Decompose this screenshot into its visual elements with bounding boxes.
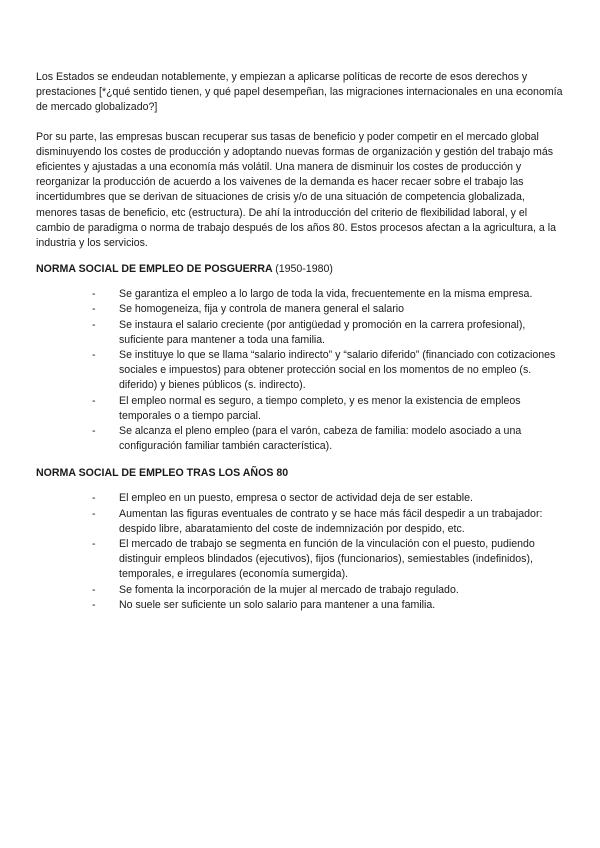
bullet-dash: - [92, 492, 96, 505]
section-years: (1950-1980) [275, 263, 333, 276]
list-item: - Se instaura el salario creciente (por antigüedad y promoción en la carrera profesional), suficiente para mantener a toda una familia. [92, 318, 526, 346]
bullet-dash: - [92, 349, 96, 362]
section-title: NORMA SOCIAL DE EMPLEO DE POSGUERRA [36, 263, 273, 276]
list-item: - Aumentan las figuras eventuales de contrato y se hace más fácil despedir a un trabajador: despido libre, abaratamiento del coste de indemnización por despido, etc. [92, 507, 543, 535]
bullet-dash: - [92, 394, 96, 407]
list-item: - El empleo en un puesto, empresa o sector de actividad deja de ser estable. [106, 491, 564, 506]
bullet-dash: - [92, 425, 96, 438]
bullet-dash: - [92, 303, 96, 316]
section-title: NORMA SOCIAL DE EMPLEO TRAS LOS AÑOS 80 [36, 467, 289, 480]
bullet-dash: - [92, 288, 96, 301]
intro-paragraph: Los Estados se endeudan notablemente, y empiezan a aplicarse políticas de recorte de esos derechos y prestaciones [*¿qué sentido tienen, y qué papel desempeñan, las migraciones internacionales en una economía de mercado globalizado?] [36, 71, 563, 114]
bullet-dash: - [92, 598, 96, 611]
list-item: - Se homogeneiza, fija y controla de manera general el salario [106, 302, 564, 317]
bullet-dash: - [92, 583, 96, 596]
bullet-dash: - [92, 538, 96, 551]
companies-paragraph: Por su parte, las empresas buscan recuperar sus tasas de beneficio y poder competir en el mercado global disminuyendo los costes de producción y adoptando nuevas formas de organización y gestión del trabajo más eficientes y ajustadas a una economía más volátil. Una manera de disminuir los costes de producción y reorganizar la producción de acuerdo a los vaivenes de la demanda es hacer recaer sobre el trabajo las incertidumbres que se derivan de situaciones de crisis y/o de una situación de competencia globalizada, menores tasas de beneficio, etc (estructura). De ahí la introducción del criterio de flexibilidad laboral, y el cambio de paradigma o norma de trabajo después de los años 80. Estos procesos afectan a la agricultura, a la industria y los servicios. [36, 130, 556, 250]
posguerra-list [36, 287, 564, 454]
bullet-dash: - [92, 318, 96, 331]
bullet-dash: - [92, 507, 96, 520]
section-heading-posguerra [36, 262, 564, 277]
list-item: - Se instituye lo que se llama “salario indirecto” y “salario diferido” (financiado con cotizaciones sociales e impuestos) para obtener protección social en los momentos de no empleo (s. diferido) y bienes públicos (s. indirecto). [92, 349, 556, 392]
list-item: - El mercado de trabajo se segmenta en función de la vinculación con el puesto, pudiendo distinguir empleos blindados (ejecutivos), fijos (funcionarios), semiestables (indefinidos), temporales, e irregulares (economía sumergida). [92, 538, 535, 581]
list-item: - No suele ser suficiente un solo salario para mantener a una familia. [106, 598, 564, 613]
list-item: - Se garantiza el empleo a lo largo de toda la vida, frecuentemente en la misma empresa. [106, 287, 564, 302]
list-item: - Se fomenta la incorporación de la mujer al mercado de trabajo regulado. [106, 583, 564, 598]
list-item: - Se alcanza el pleno empleo (para el varón, cabeza de familia: modelo asociado a una configuración familiar también característica). [92, 425, 522, 453]
tras-80-list [36, 491, 564, 613]
list-item: - El empleo normal es seguro, a tiempo completo, y es menor la existencia de empleos temporales o a tiempo parcial. [92, 394, 521, 422]
section-heading-tras-80 [36, 466, 564, 481]
